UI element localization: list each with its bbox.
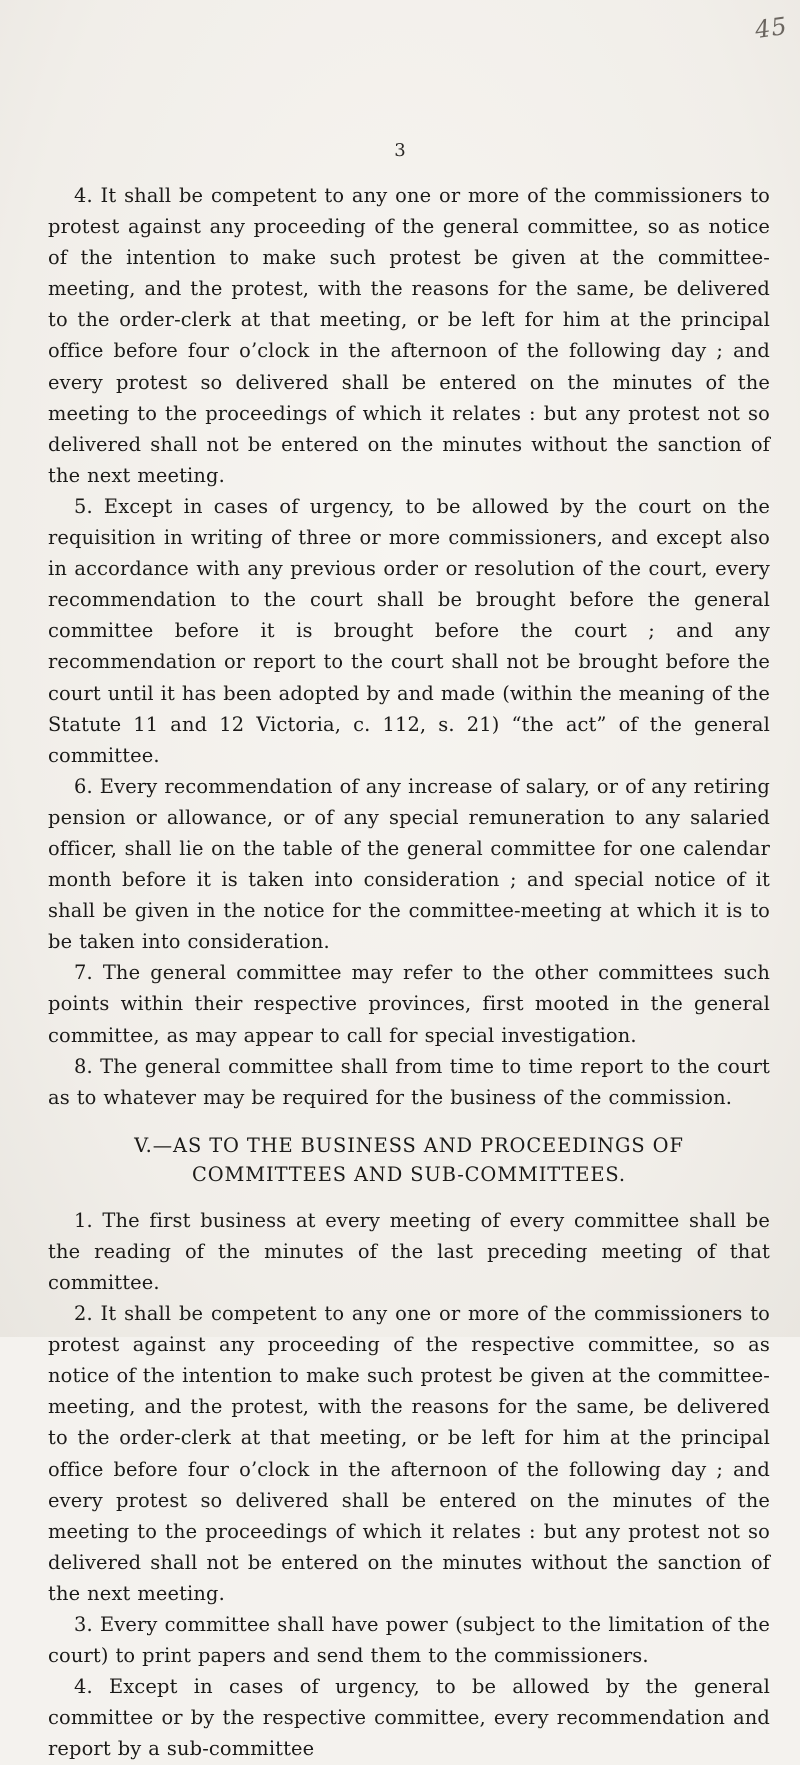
- page-number: 3: [394, 140, 406, 161]
- section-heading-line-1: V.—AS TO THE BUSINESS AND PROCEEDINGS OF: [134, 1133, 684, 1157]
- section-heading-line-2: COMMITTEES AND SUB-COMMITTEES.: [192, 1162, 626, 1186]
- rule-paragraph-4: 4. It shall be competent to any one or more of the commissioners to protest against any proceeding of the general committee, so as notice of the intention to make such protest be given at the committee-meeting, and the protest, with the reasons for the same, be delivered to the order-clerk at that meeting, or be left for him at the principal office before four o’clock in the afternoon of the following day ; and every protest so delivered shall be entered on the minutes of the meeting to the proceedings of which it relates : but any protest not so delivered shall not be entered on the minutes without the sanction of the next meeting.: [48, 184, 770, 487]
- rule-paragraph-5: 5. Except in cases of urgency, to be allowed by the court on the requisition in writing of three or more commissioners, and except also in accordance with any previous order or resolution of the court, every recommendation to the court shall be brought before the general committee before it is brought before the court ; and any recommendation or report to the court shall not be brought before the court until it has been adopted by and made (within the meaning of the Statute 11 and 12 Victoria, c. 112, s. 21) “the act” of the general committee.: [48, 494, 770, 767]
- section-v-rule-1: 1. The first business at every meeting of every committee shall be the reading of the minutes of the last preceding meeting of that committee.: [48, 1208, 770, 1294]
- handwritten-page-mark: 45: [753, 11, 790, 45]
- section-heading: [48, 1131, 770, 1189]
- rule-paragraph-8: 8. The general committee shall from time to time report to the court as to whatever may be required for the business of the commission.: [48, 1054, 770, 1109]
- body-text: [48, 180, 770, 1765]
- rule-paragraph-7: 7. The general committee may refer to the other committees such points within their respective provinces, first mooted in the general committee, as may appear to call for special investigation.: [48, 961, 770, 1047]
- rule-paragraph-6: 6. Every recommendation of any increase of salary, or of any retiring pension or allowance, or of any special remuneration to any salaried officer, shall lie on the table of the general committee for one calendar month before it is taken into consideration ; and special notice of it shall be given in the notice for the committee-meeting at which it is to be taken into consideration.: [48, 774, 770, 954]
- section-v-rule-4: 4. Except in cases of urgency, to be allowed by the general committee or by the respective committee, every recommendation and report by a sub-committee: [48, 1675, 770, 1761]
- section-v-rule-3: 3. Every committee shall have power (subject to the limitation of the court) to print papers and send them to the commissioners.: [48, 1613, 770, 1668]
- section-v-rule-2: 2. It shall be competent to any one or more of the commissioners to protest against any proceeding of the respective committee, so as notice of the intention to make such protest be given at the committee-meeting, and the protest, with the reasons for the same, be delivered to the order-clerk at that meeting, or be left for him at the principal office before four o’clock in the afternoon of the following day ; and every protest so delivered shall be entered on the minutes of the meeting to the proceedings of which it relates : but any protest not so delivered shall not be entered on the minutes without the sanction of the next meeting.: [48, 1302, 770, 1605]
